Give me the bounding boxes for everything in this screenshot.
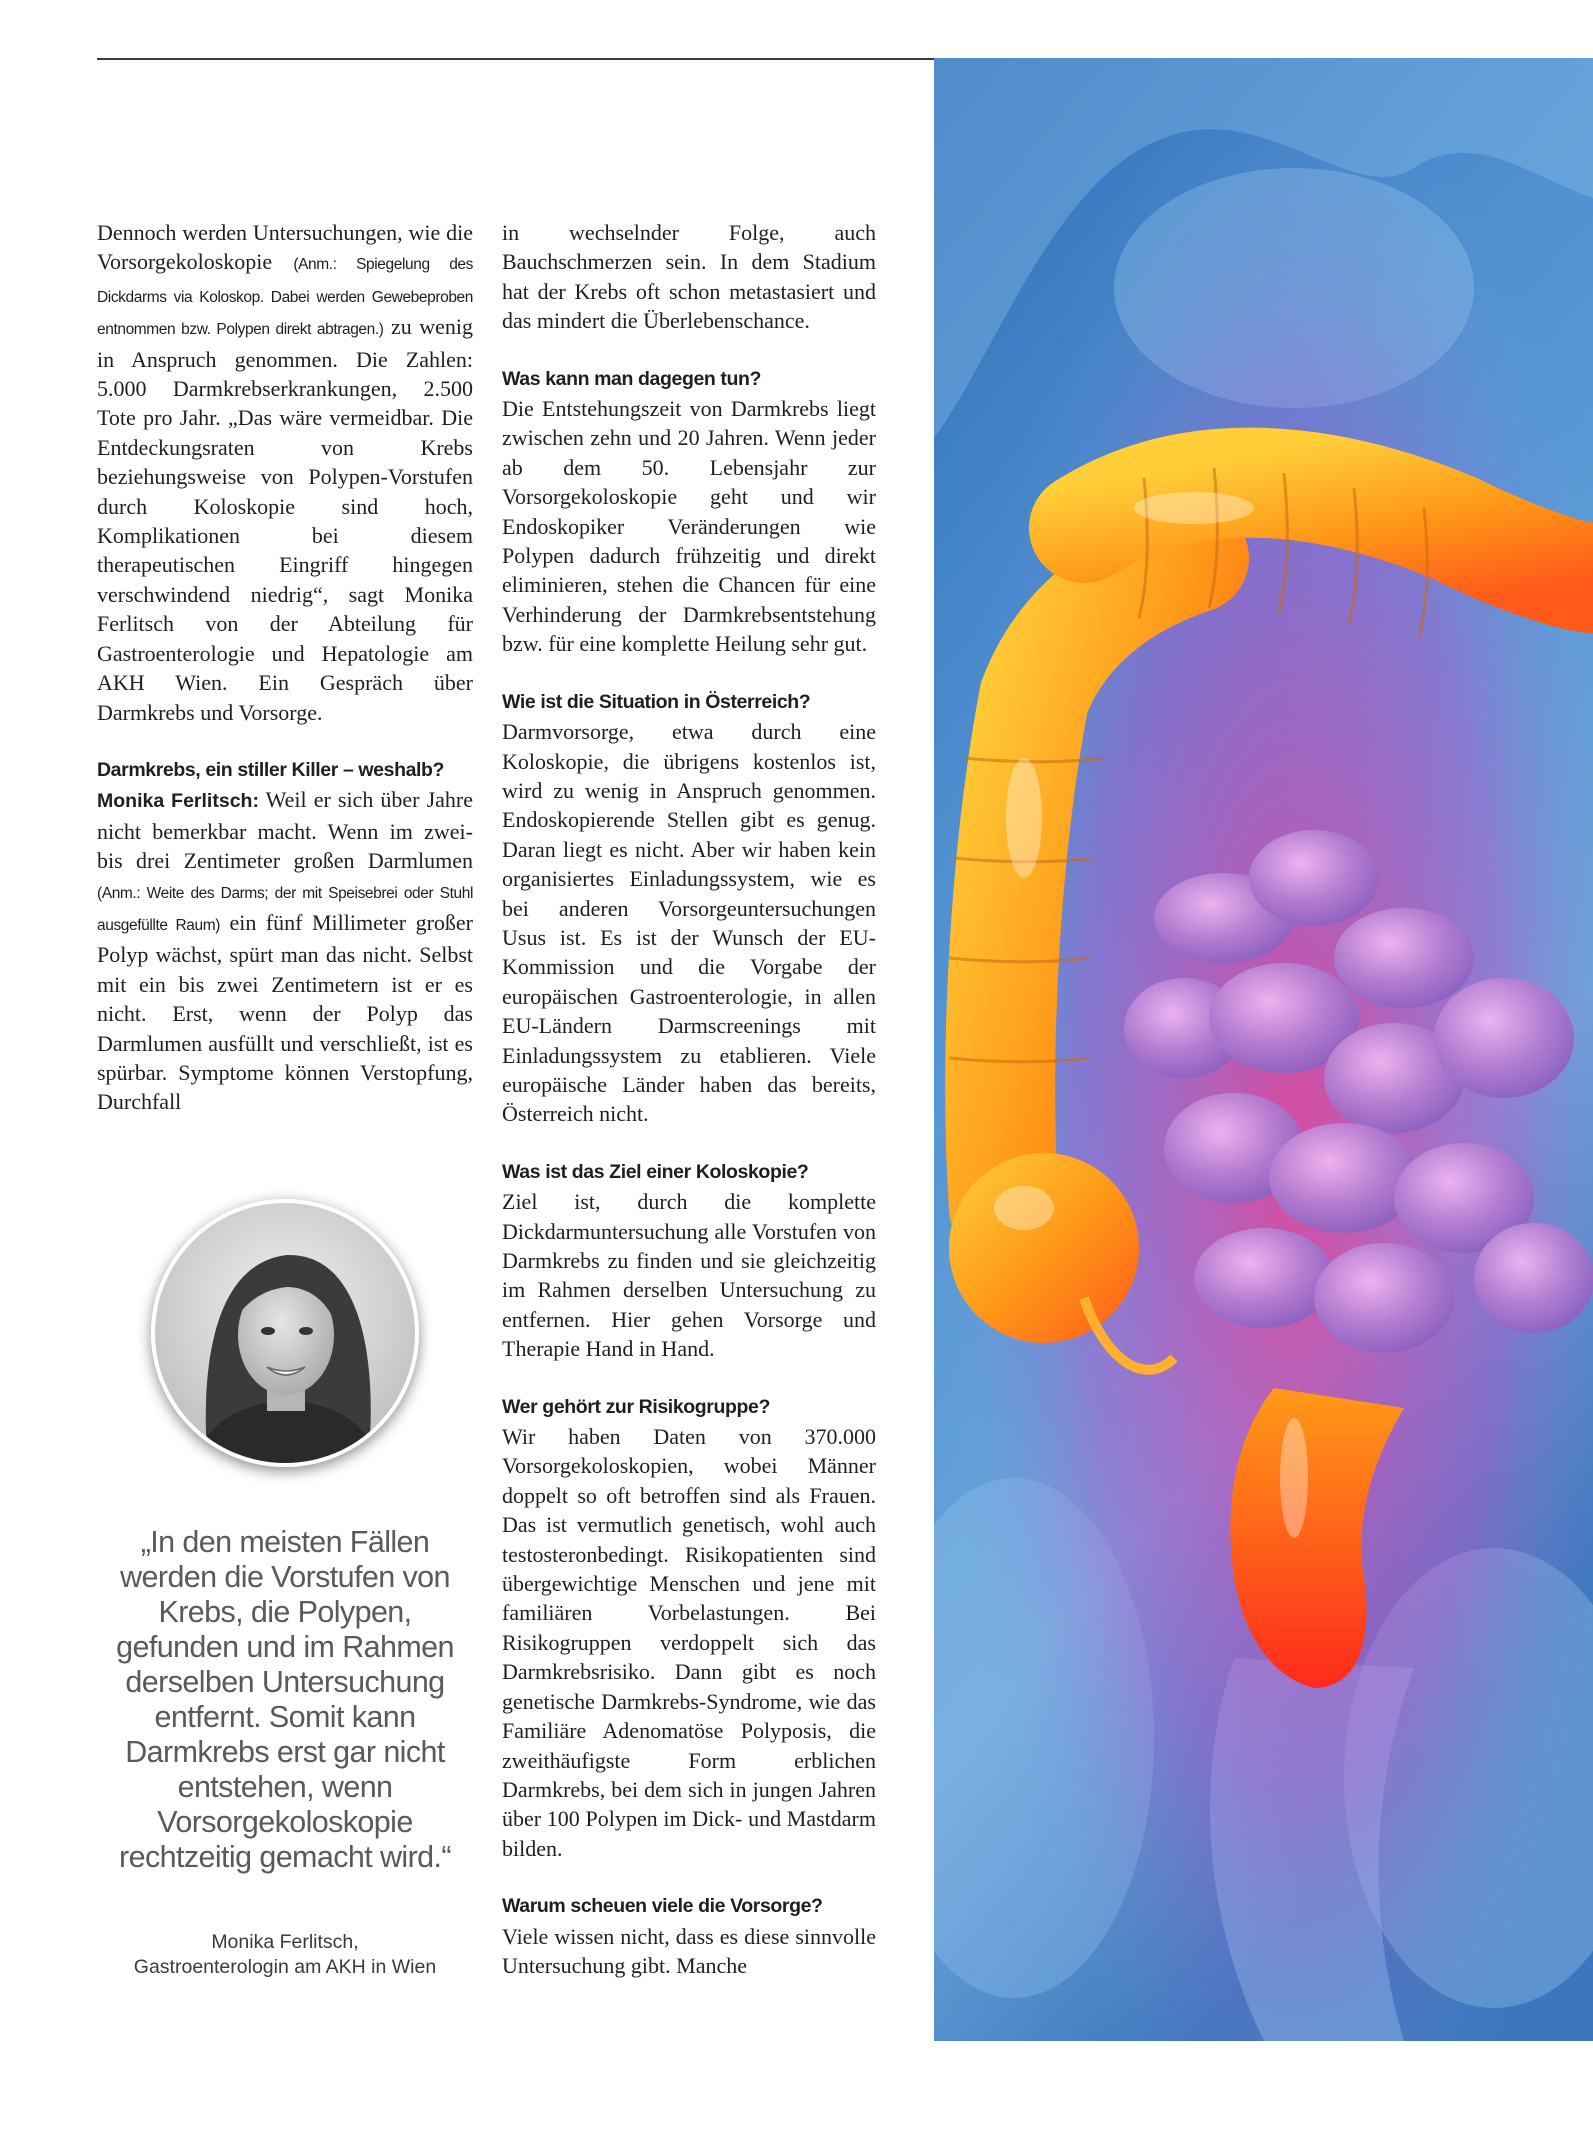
article-column-middle <box>502 218 876 1980</box>
interview-answer: Wer gehört zur Risikogruppe? Wir haben Daten von 370.000 Vorsorgekoloskopien, wobei Männer doppelt so oft betroffen sind als Frauen. Das ist vermutlich genetisch, wohl auch testosteronbedingt. Risikopatienten sind übergewichtige Menschen und jene mit familiären Vorbelastungen. Bei Risikogruppen verdoppelt sich das Darmkrebsrisiko. Dann gibt es noch genetische Darmkrebs-Syndrome, wie das Familiäre Adenomatöse Polyposis, die zweithäufigste Form erblichen Darmkrebs, bei dem sich in jungen Jahren über 100 Polypen im Dick- und Mastdarm bilden. <box>502 1393 876 1864</box>
interview-question: Wer gehört zur Risikogruppe? <box>502 1395 770 1418</box>
interview-answer: Darmkrebs, ein stiller Killer – weshalb? Monika Ferlitsch: Weil er sich über Jahre nicht bemerkbar macht. Wenn im zwei- bis drei Zentimeter großen Darmlumen (Anm.: Weite des Darms; der mit Speisebrei oder Stuhl ausgefüllte Raum) ein fünf Millimeter großer Polyp wächst, spürt man das nicht. Selbst mit ein bis zwei Zentimetern ist er es nicht. Erst, wenn der Polyp das Darmlumen ausfüllt und verschließt, ist es spürbar. Symptome können Verstopfung, Durchfall <box>97 756 473 1117</box>
interview-answer: Was ist das Ziel einer Koloskopie? Ziel ist, durch die komplette Dickdarmuntersuchung alle Vorstufen von Darmkrebs zu finden und sie gleichzeitig im Rahmen derselben Untersuchung zu entfernen. Hier gehen Vorsorge und Therapie Hand in Hand. <box>502 1158 876 1364</box>
interview-answer: Warum scheuen viele die Vorsorge? Viele wissen nicht, dass es diese sinnvolle Untersuchung gibt. Manche <box>502 1892 876 1980</box>
annotation-note: (Anm.: Weite des Darms; der mit Speisebrei oder Stuhl ausgefüllte Raum) <box>97 884 473 934</box>
speaker-name: Monika Ferlitsch: <box>97 790 259 813</box>
attribution-role: Gastroenterologin am AKH in Wien <box>133 1956 437 1978</box>
interview-question: Warum scheuen viele die Vorsorge? <box>502 1895 823 1918</box>
intestine-illustration <box>934 58 1593 2041</box>
annotation-note: (Anm.: Spiegelung des Dickdarms via Koloskop. Dabei werden Gewebeproben entnommen bzw. Polypen direkt abtragen.) <box>97 256 474 339</box>
intro-paragraph: Dennoch werden Untersuchungen, wie die Vorsorgekoloskopie (Anm.: Spiegelung des Dickdarms via Koloskop. Dabei werden Gewebeproben entnommen bzw. Polypen direkt abtragen.) zu wenig in Anspruch genommen. Die Zahlen: 5.000 Darmkrebserkrankungen, 2.500 Tote pro Jahr. „Das wäre vermeidbar. Die Entdeckungsraten von Krebs beziehungsweise von Polypen-Vorstufen durch Koloskopie sind hoch, Komplikationen bei diesem therapeutischen Eingriff hingegen verschwindend niedrig“, sagt Monika Ferlitsch von der Abteilung für Gastroenterologie und Hepatologie am AKH Wien. Ein Gespräch über Darmkrebs und Vorsorge. <box>97 220 474 725</box>
pull-quote: „In den meisten Fällen werden die Vorstufen von Krebs, die Polypen, gefunden und im Rahmen derselben Untersuchung entfernt. Somit kann Darmkrebs erst gar nicht entstehen, wenn Vorsorgekoloskopie rechtzeitig gemacht wird.“ <box>116 1525 454 1874</box>
interview-question: Was ist das Ziel einer Koloskopie? <box>502 1160 809 1183</box>
interview-answer: Wie ist die Situation in Österreich? Darmvorsorge, etwa durch eine Koloskopie, die übrigens kostenlos ist, wird zu wenig in Anspruch genommen. Endoskopierende Stellen gibt es genug. Daran liegt es nicht. Aber wir haben kein organisiertes Einladungssystem, wie es bei anderen Vorsorgeuntersuchungen Usus ist. Es ist der Wunsch der EU-Kommission und die Vorgabe der europäischen Gastroenterologie, in allen EU-Ländern Darmscreenings mit Einladungssystem zu etablieren. Viele europäische Länder haben das bereits, Österreich nicht. <box>502 688 876 1129</box>
portrait-photo <box>151 1199 419 1467</box>
attribution-name: Monika Ferlitsch, <box>211 1931 359 1953</box>
article-column-left <box>97 218 473 1117</box>
interview-answer: in wechselnder Folge, auch Bauchschmerzen sein. In dem Stadium hat der Krebs oft schon metastasiert und das mindert die Überlebenschance. <box>502 220 876 334</box>
interview-answer: Was kann man dagegen tun? Die Entstehungszeit von Darmkrebs liegt zwischen zehn und 20 Jahren. Wenn jeder ab dem 50. Lebensjahr zur Vorsorgekoloskopie geht und wir Endoskopiker Veränderungen wie Polypen dadurch frühzeitig und direkt eliminieren, stehen die Chancen für eine Verhinderung der Darmkrebsentstehung bzw. für eine komplette Heilung sehr gut. <box>502 365 876 659</box>
interview-question: Was kann man dagegen tun? <box>502 367 762 390</box>
interview-question: Darmkrebs, ein stiller Killer – weshalb? <box>97 758 445 781</box>
quote-attribution <box>97 1930 473 1980</box>
interview-question: Wie ist die Situation in Österreich? <box>502 690 811 713</box>
